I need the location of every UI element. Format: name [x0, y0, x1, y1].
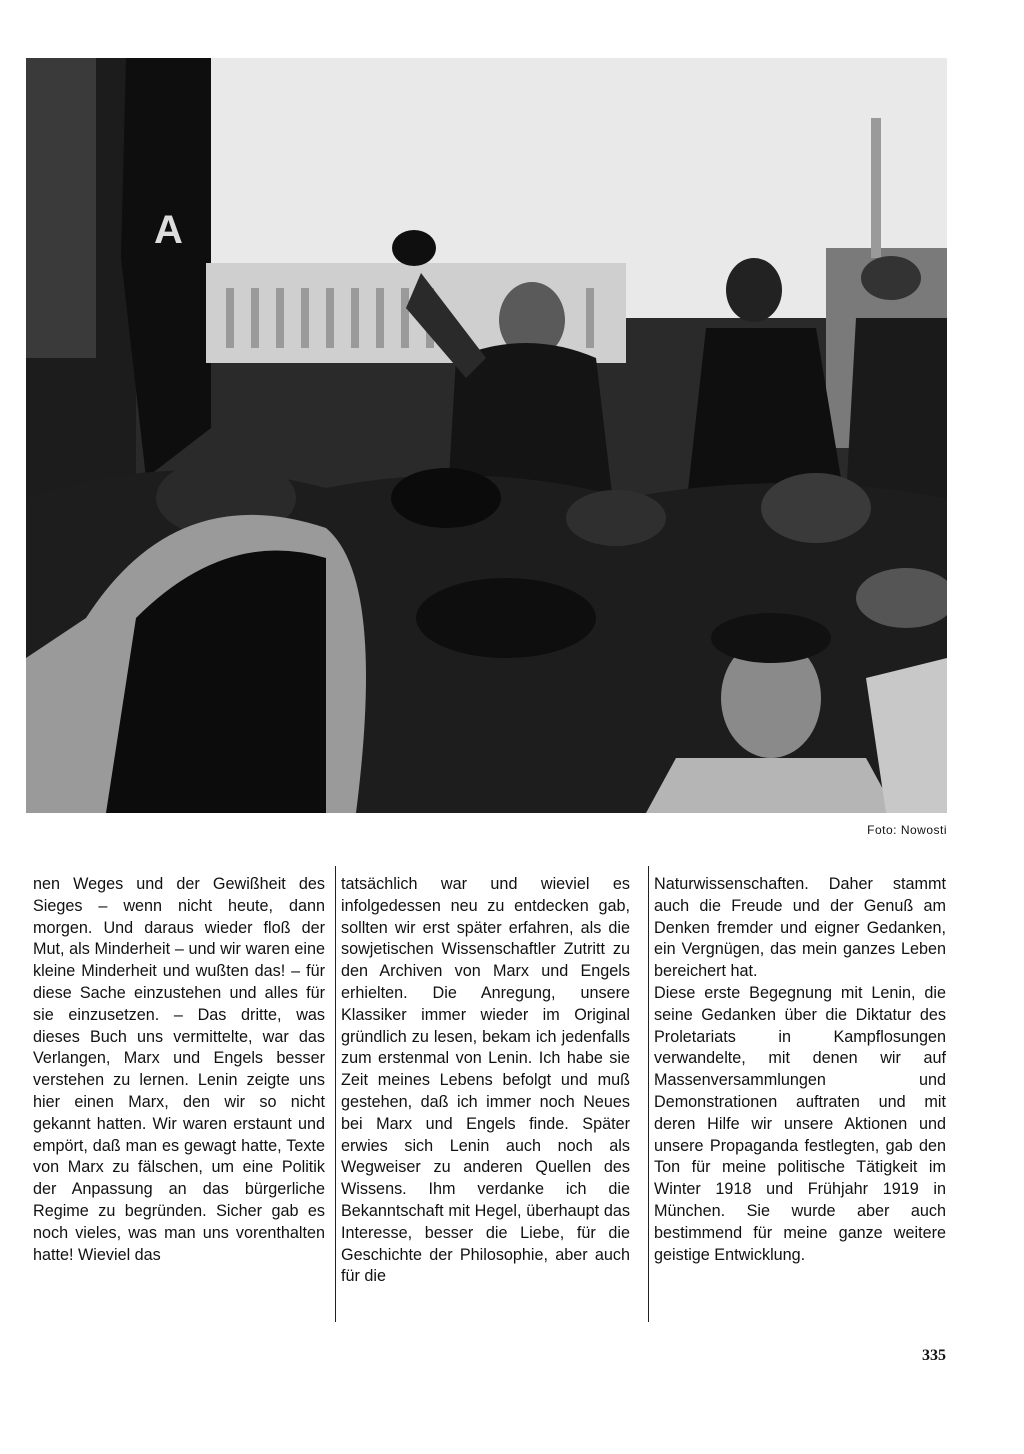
- column-3-paragraph-2: Diese erste Begegnung mit Lenin, die seine Gedanken über die Diktatur des Proletariats in Kampflosungen verwandelte, mit denen wir auf Massenversammlungen und Demonstrationen auftraten und mit deren Hilfe wir unsere Aktionen und unsere Propaganda festlegten, gab den Ton für meine politische Tätigkeit im Winter 1918 und Frühjahr 1919 in München. Sie wurde aber auch bestimmend für meine ganze weitere geistige Entwicklung.: [654, 983, 946, 1264]
- column-1-paragraph: nen Weges und der Gewißheit des Sieges – wenn nicht heute, dann morgen. Und daraus wieder floß der Mut, als Minderheit – und wir waren eine kleine Minderheit und wußten das! – für diese Sache einzustehen und alles für sie einzusetzen. – Das dritte, was dieses Buch uns vermittelte, war das Verlangen, Marx und Engels besser verstehen zu lernen. Lenin zeigte uns hier einen Marx, den wir so nicht gekannt hatten. Wir waren erstaunt und empört, daß man es gewagt hatte, Texte von Marx zu fälschen, um eine Politik der Anpassung an das bürgerliche Regime zu begründen. Sicher gab es noch vieles, was man uns vorenthalten hatte! Wieviel das: [33, 875, 325, 1264]
- photo-credit: Foto: Nowosti: [867, 823, 947, 837]
- crowd-rally-photo: [26, 58, 947, 813]
- svg-text:A: A: [154, 208, 183, 252]
- text-column-1: [33, 874, 325, 1266]
- text-column-2: [341, 874, 630, 1288]
- column-divider: [648, 866, 649, 1322]
- column-2-paragraph: tatsächlich war und wieviel es infolgedessen neu zu entdecken gab, sollten wir erst später erfahren, als die sowjetischen Wissenschaftler Zutritt zu den Archiven von Marx und Engels erhielten. Die Anregung, unsere Klassiker immer wieder im Original gründlich zu lesen, bekam ich jedenfalls zum erstenmal von Lenin. Ich habe sie Zeit meines Lebens befolgt und muß gestehen, daß ich immer noch Neues bei Marx und Engels finde. Später erwies sich Lenin auch noch als Wegweiser zu anderen Quellen des Wissens. Ihm verdanke ich die Bekanntschaft mit Hegel, überhaupt das Interesse, besser die Liebe, für die Geschichte der Philosophie, aber auch für die: [341, 875, 630, 1286]
- column-divider: [335, 866, 336, 1322]
- historical-photograph: [26, 58, 947, 813]
- column-3-paragraph-1: Naturwissenschaften. Daher stammt auch die Freude und der Genuß am Denken fremder und eigner Gedanken, ein Vergnügen, das mein ganzes Leben bereichert hat.: [654, 875, 946, 981]
- text-column-3: [654, 874, 946, 1266]
- page-number: 335: [922, 1347, 946, 1364]
